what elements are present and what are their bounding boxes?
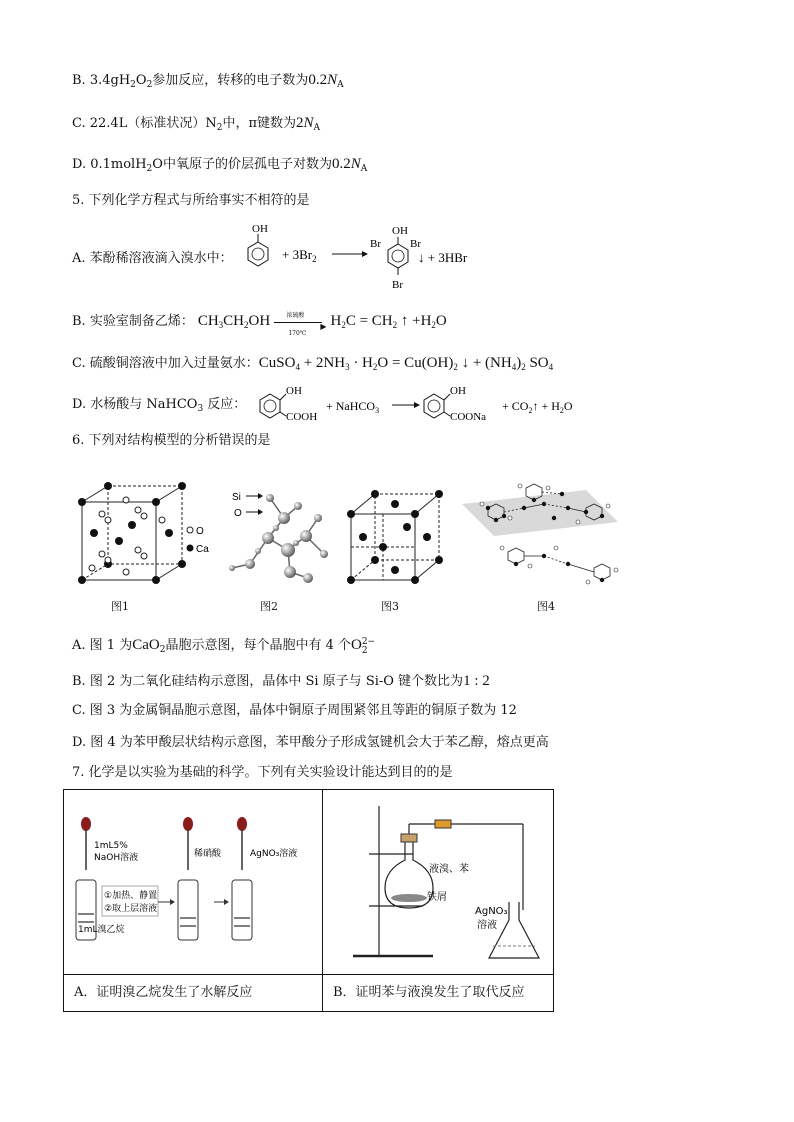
- figure-1-cao2-cell: [72, 480, 222, 590]
- q6-option-c: C. 图 3 为金属铜晶胞示意图，晶体中铜原子周围紧邻且等距的铜原子数为 12: [72, 703, 517, 718]
- svg-text:Br: Br: [410, 238, 421, 250]
- svg-text:+ 3Br2: + $3Br_2$: [282, 247, 317, 264]
- svg-text:+ CO2↑ + H2O: + $CO_2↑ + H_2O$: [502, 399, 573, 415]
- experiment-a-diagram: [64, 790, 322, 970]
- svg-text:Br: Br: [392, 279, 403, 291]
- figure-2-sio2-structure: [228, 488, 338, 588]
- q5-a-equation: [240, 220, 490, 295]
- svg-text:↓ + 3HBr: ↓ + 3HBr: [418, 250, 468, 265]
- q7-stem: 7. 化学是以实验为基础的科学。下列有关实验设计能达到目的的是: [72, 765, 453, 780]
- figure-3-cu-cell: [345, 488, 445, 588]
- svg-text:②取上层溶液: ②取上层溶液: [104, 904, 158, 914]
- svg-text:铁屑: 铁屑: [427, 892, 447, 903]
- figure-2-caption: 图2: [260, 600, 278, 613]
- svg-text:OH: OH: [252, 223, 268, 235]
- q7-experiment-table: [63, 789, 554, 1012]
- svg-text:+ NaHCO3: + NaHCO$_3$: [326, 399, 380, 415]
- q6-stem: 6. 下列对结构模型的分析错误的是: [72, 433, 271, 448]
- phenol-structure: [248, 223, 268, 266]
- svg-text:AgNO₃: AgNO₃: [475, 906, 508, 917]
- q5-option-d-label: D. 水杨酸与 NaHCO$_3$ 反应：: [72, 397, 247, 414]
- svg-text:液溴、苯: 液溴、苯: [429, 864, 469, 875]
- svg-text:1mL溴乙烷: 1mL溴乙烷: [78, 925, 125, 935]
- svg-text:OH: OH: [286, 385, 302, 397]
- experiment-a-caption: A．证明溴乙烷发生了水解反应: [64, 975, 323, 1012]
- q4-option-b: B. $3.4gH_2O_2$参加反应，转移的电子数为$0.2N_A$: [72, 72, 344, 90]
- svg-text:1mL5%: 1mL5%: [94, 841, 128, 851]
- dropper-1: [81, 817, 91, 870]
- svg-text:O: O: [234, 508, 242, 519]
- svg-text:AgNO₃溶液: AgNO₃溶液: [250, 849, 298, 859]
- svg-text:OH: OH: [392, 225, 408, 237]
- svg-text:COONa: COONa: [450, 411, 487, 423]
- figure-4-caption: 图4: [537, 600, 555, 613]
- svg-text:稀硝酸: 稀硝酸: [194, 849, 222, 859]
- q4-option-d: D. 0.1molH$_2$O中氧原子的价层孤电子对数为$0.2N_A$: [72, 156, 368, 174]
- figure-4-benzoic-acid-layers: [458, 478, 628, 598]
- tribromophenol-structure: [370, 225, 421, 291]
- q5-option-a-label: A. 苯酚稀溶液滴入溴水中：: [72, 251, 233, 266]
- q5-option-b: B. 实验室制备乙烯： $CH_3CH_2OH$ 浓硫酸 ▶ 170℃ $H_2C = CH_2$ ↑ $+H_2O$: [72, 311, 447, 337]
- svg-text:OH: OH: [450, 385, 466, 397]
- figure-1-caption: 图1: [111, 600, 129, 613]
- q6-option-a: A. 图 1 为CaO$_2$晶胞示意图，每个晶胞中有 4 个O 2− 2: [72, 637, 376, 656]
- q5-option-c: C. 硫酸铜溶液中加入过量氨水：CuSO$_4$ + $2NH_3 \cdot H_2O = Cu(OH)_2$ ↓ + $(NH_4)_2$ $SO_4$: [72, 355, 554, 372]
- reaction-arrow: 浓硫酸 ▶ 170℃: [274, 313, 326, 331]
- q5-stem: 5. 下列化学方程式与所给事实不相符的是: [72, 193, 310, 208]
- q6-option-b: B. 图 2 为二氧化硅结构示意图，晶体中 Si 原子与 Si-O 键个数比为1 : 2: [72, 673, 490, 689]
- experiment-b-caption: B．证明苯与液溴发生了取代反应: [323, 975, 554, 1012]
- dropper-2: [183, 817, 193, 870]
- svg-text:Si: Si: [232, 492, 241, 503]
- svg-text:Br: Br: [370, 238, 381, 250]
- experiment-a-cell: [64, 790, 323, 975]
- svg-text:NaOH溶液: NaOH溶液: [94, 853, 139, 863]
- q6-option-d: D. 图 4 为苯甲酸层状结构示意图，苯甲酸分子形成氢键机会大于苯乙醇，熔点更高: [72, 735, 549, 750]
- figure-3-caption: 图3: [381, 600, 399, 613]
- svg-text:①加热、静置: ①加热、静置: [104, 891, 158, 901]
- svg-text:Ca: Ca: [196, 544, 209, 555]
- experiment-b-cell: [323, 790, 554, 975]
- svg-text:溶液: 溶液: [477, 920, 497, 931]
- q4-option-c: C. 22.4L（标准状况）$N_2$中，π键数为$2N_A$: [72, 115, 320, 133]
- svg-text:COOH: COOH: [286, 411, 318, 423]
- dropper-3: [237, 817, 247, 870]
- svg-text:O: O: [196, 526, 204, 537]
- q5-d-equation: [252, 380, 612, 425]
- experiment-b-diagram: [323, 790, 553, 970]
